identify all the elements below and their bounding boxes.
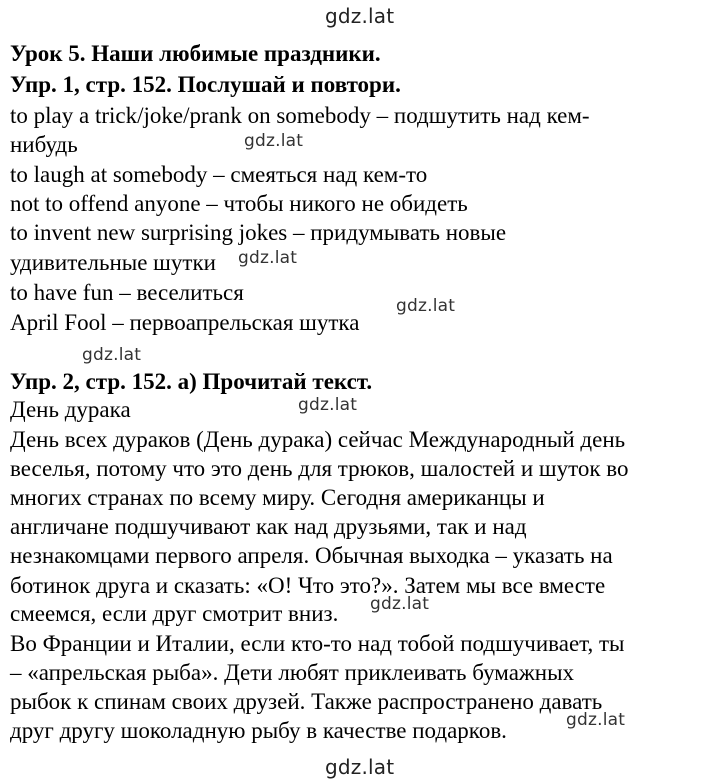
watermark: gdz.lat xyxy=(298,395,358,415)
watermark: gdz.lat xyxy=(396,296,456,316)
watermark: gdz.lat xyxy=(370,594,430,614)
paragraph-line: – «апрельская рыба». Дети любят приклеивать бумажных xyxy=(10,660,575,685)
watermark-bottom: gdz.lat xyxy=(325,755,395,779)
paragraph-line: смеемся, если друг смотрит вниз. xyxy=(10,601,339,626)
paragraph-line: День всех дураков (День дурака) сейчас Международный день xyxy=(10,427,626,452)
paragraph-line: рыбок к спинам своих друзей. Также распространено давать xyxy=(10,689,603,714)
paragraph-line: ботинок друга и сказать: «О! Что это?». Затем мы все вместе xyxy=(10,573,606,598)
vocab-line: April Fool – первоапрельская шутка xyxy=(10,310,360,335)
paragraph-line: незнакомцами первого апреля. Обычная выходка – указать на xyxy=(10,543,613,568)
vocab-line: to have fun – веселиться xyxy=(10,280,244,305)
exercise-2-heading: Упр. 2, стр. 152. а) Прочитай текст. xyxy=(10,369,373,394)
watermark: gdz.lat xyxy=(244,131,304,151)
paragraph-line: многих странах по всему миру. Сегодня американцы и xyxy=(10,485,545,510)
vocab-line: to laugh at somebody – смеяться над кем-то xyxy=(10,162,428,187)
watermark: gdz.lat xyxy=(238,248,298,268)
text-title: День дурака xyxy=(10,397,131,422)
watermark: gdz.lat xyxy=(82,345,142,365)
vocab-line: to invent new surprising jokes – придумывать новые xyxy=(10,220,507,245)
paragraph-line: веселья, потому что это день для трюков, шалостей и шуток во xyxy=(10,456,629,481)
vocab-line: нибудь xyxy=(10,132,78,157)
vocab-line: удивительные шутки xyxy=(10,250,216,275)
exercise-1-heading: Упр. 1, стр. 152. Послушай и повтори. xyxy=(10,72,401,97)
vocab-line: not to offend anyone – чтобы никого не обидеть xyxy=(10,191,468,216)
lesson-title: Урок 5. Наши любимые праздники. xyxy=(10,41,381,66)
watermark: gdz.lat xyxy=(566,710,626,730)
paragraph-line: англичане подшучивают как над друзьями, так и над xyxy=(10,514,527,539)
watermark-top: gdz.lat xyxy=(325,4,395,28)
paragraph-line: друг другу шоколадную рыбу в качестве подарков. xyxy=(10,718,507,743)
vocab-line: to play a trick/joke/prank on somebody – подшутить над кем- xyxy=(10,103,590,128)
paragraph-line: Во Франции и Италии, если кто-то над тобой подшучивает, ты xyxy=(10,631,625,656)
